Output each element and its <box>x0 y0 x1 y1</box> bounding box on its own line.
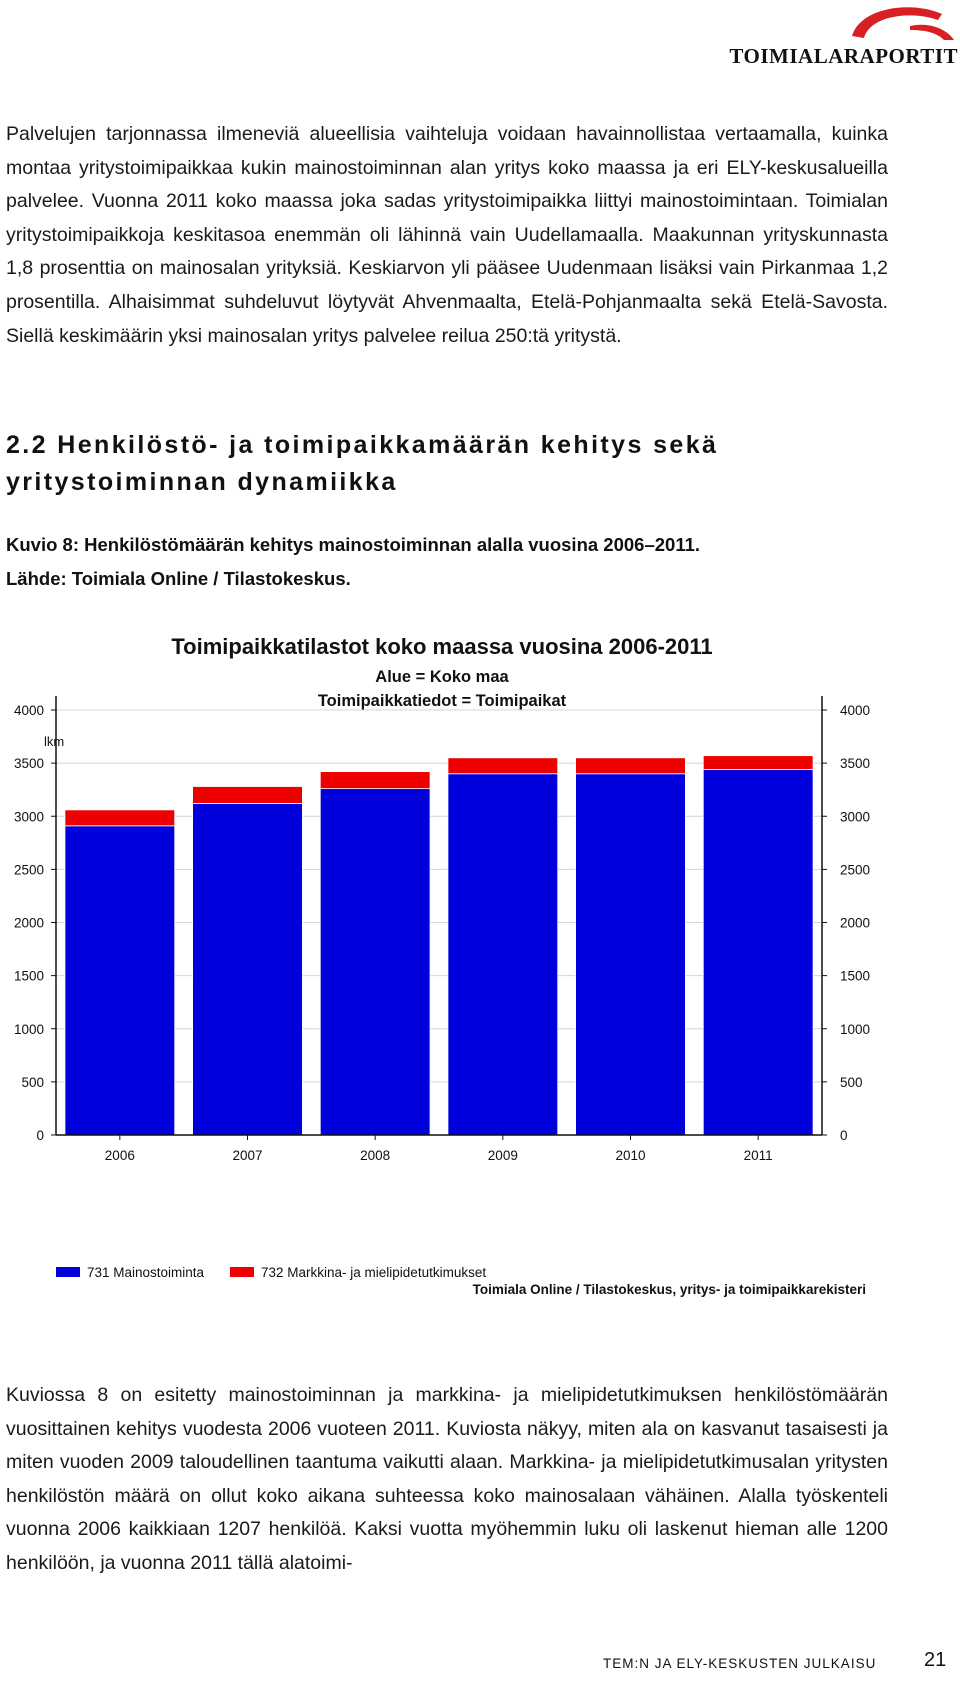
section-heading: 2.2 Henkilöstö- ja toimipaikkamäärän kehitys sekä yritystoiminnan dynamiikka <box>6 431 719 496</box>
y-tick-label-left: 1500 <box>13 968 44 984</box>
legend-label: 732 Markkina- ja mielipidetutkimukset <box>261 1265 487 1280</box>
x-tick-label: 2009 <box>487 1148 518 1163</box>
logo-text: TOIMIALARAPORTIT <box>729 44 958 68</box>
chart-source: Toimiala Online / Tilastokeskus, yritys- ja toimipaikkarekisteri <box>472 1282 866 1297</box>
y-tick-label-right: 2500 <box>840 862 871 878</box>
bar-2009-732 <box>448 758 558 774</box>
y-tick-label-right: 3000 <box>840 809 871 825</box>
chart-title: Toimipaikkatilastot koko maassa vuosina 2006-2011 <box>171 634 713 659</box>
chart-subtitle-data: Toimipaikkatiedot = Toimipaikat <box>317 692 567 710</box>
y-tick-label-right: 500 <box>840 1074 863 1090</box>
y-tick-label-right: 0 <box>840 1128 848 1143</box>
bar-2010-731 <box>576 774 686 1135</box>
x-tick-label: 2006 <box>104 1148 135 1163</box>
figure-caption-source: Lähde: Toimiala Online / Tilastokeskus. <box>6 568 351 589</box>
y-tick-label-right: 1500 <box>840 968 871 984</box>
x-tick-label: 2011 <box>743 1148 773 1163</box>
bar-2010-732 <box>576 758 686 774</box>
bar-2011-732 <box>703 756 813 770</box>
bar-2006-731 <box>65 826 175 1135</box>
page-number: 21 <box>924 1649 947 1671</box>
stacked-bar-chart <box>0 630 900 1310</box>
publication-footer: TEM:N JA ELY-KESKUSTEN JULKAISU <box>603 1656 877 1671</box>
y-tick-label-right: 4000 <box>840 703 871 718</box>
figure-caption <box>6 528 886 596</box>
y-tick-label-right: 3500 <box>840 756 871 772</box>
x-tick-label: 2010 <box>615 1148 646 1163</box>
intro-paragraph: Palvelujen tarjonnassa ilmeneviä alueellisia vaihteluja voidaan havainnollistaa vertaamalla, kuinka montaa yritystoimipaikkaa kukin mainostoiminnan alan yritys koko maassa ja eri ELY-keskusalueilla palvelee. Vuonna 2011 koko maassa joka sadas yritystoimipaikka liittyi mainostoimintaan. Toimialan yritystoimipaikkoja keskitasoa enemmän oli lähinnä vain Uudellamaalla. Maakunnan yrityskunnasta 1,8 prosenttia on mainosalan yrityksiä. Keskiarvon yli pääsee Uudenmaan lisäksi vain Pirkanmaa 1,2 prosentilla. Alhaisimmat suhdeluvut löytyvät Ahvenmaalta, Etelä-Pohjanmaalta sekä Etelä-Savosta. Siellä keskimäärin yksi mainosalan yritys palvelee reilua 250:tä yritystä. <box>6 123 888 347</box>
y-tick-label-left: 1000 <box>13 1021 44 1037</box>
chart-subtitle-area: Alue = Koko maa <box>375 668 509 686</box>
y-tick-label-left: 2000 <box>13 915 44 931</box>
y-axis-label: lkm <box>44 734 65 749</box>
figure-caption-title: Kuvio 8: Henkilöstömäärän kehitys mainostoiminnan alalla vuosina 2006–2011. <box>6 534 701 555</box>
x-tick-label: 2008 <box>360 1148 391 1163</box>
y-tick-label-left: 2500 <box>13 862 44 878</box>
bar-2011-731 <box>703 770 813 1136</box>
legend-label: 731 Mainostoiminta <box>87 1265 205 1280</box>
bar-2007-731 <box>193 804 303 1136</box>
y-tick-label-left: 3000 <box>13 809 44 825</box>
y-tick-label-right: 1000 <box>840 1021 871 1037</box>
bar-2008-732 <box>320 772 430 789</box>
y-tick-label-left: 3500 <box>13 756 44 772</box>
x-tick-label: 2007 <box>232 1148 263 1163</box>
toimialaraportit-logo <box>729 0 960 80</box>
legend-swatch <box>230 1267 254 1277</box>
bar-2009-731 <box>448 774 558 1135</box>
bar-2008-731 <box>320 789 430 1135</box>
bar-2007-732 <box>193 787 303 804</box>
bar-2006-732 <box>65 810 175 826</box>
y-tick-label-right: 2000 <box>840 915 871 931</box>
legend-swatch <box>56 1267 80 1277</box>
y-tick-label-left: 0 <box>36 1128 44 1143</box>
y-tick-label-left: 500 <box>21 1074 44 1090</box>
y-tick-label-left: 4000 <box>13 703 44 718</box>
analysis-paragraph: Kuviossa 8 on esitetty mainostoiminnan ja markkina- ja mielipidetutkimuksen henkilöstömäärän vuosittainen kehitys vuodesta 2006 vuoteen 2011. Kuviosta näkyy, miten ala on kasvanut tasaisesti ja miten vuoden 2009 taloudellinen taantuma vaikutti alaan. Markkina- ja mielipidetutkimusalan yritysten henkilöstön määrä on ollut koko aikana suhteessa koko mainosalaan vähäinen. Alalla työskenteli vuonna 2006 kaikkiaan 1207 henkilöä. Kaksi vuotta myöhemmin luku oli laskenut hieman alle 1200 henkilöön, ja vuonna 2011 tällä alatoimi- <box>6 1384 888 1574</box>
